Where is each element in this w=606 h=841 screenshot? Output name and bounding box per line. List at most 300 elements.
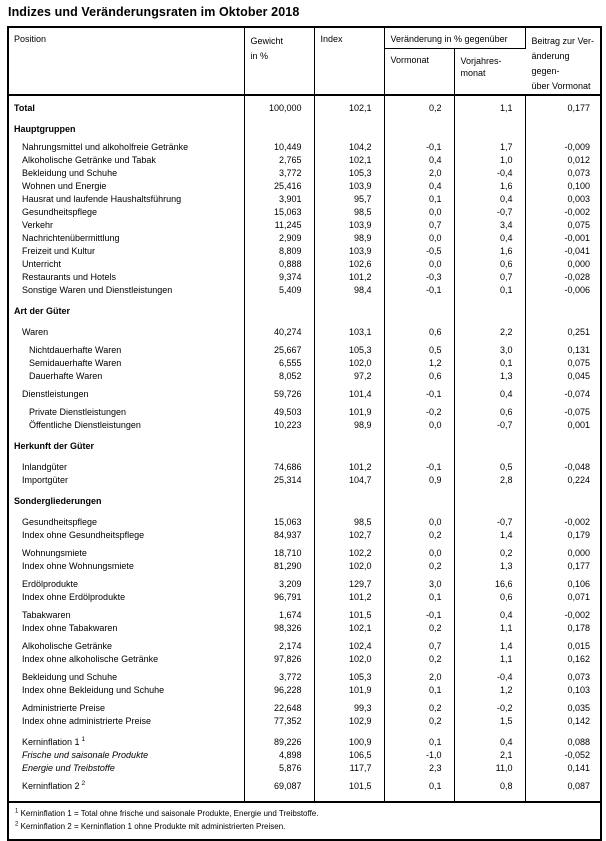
index-value: 105,3	[314, 666, 384, 684]
vorjahresmonat-value: 0,4	[454, 232, 525, 245]
index-value: 98,4	[314, 284, 384, 297]
row-label: Energie und Treibstoffe	[8, 762, 244, 775]
row-label: Waren	[8, 318, 244, 339]
index-value: 102,4	[314, 635, 384, 653]
vorjahresmonat-value: -0,4	[454, 666, 525, 684]
table-row	[8, 339, 601, 357]
row-label: Erdölprodukte	[8, 573, 244, 591]
beitrag-value: 0,224	[567, 475, 590, 485]
row-label: Gesundheitspflege	[8, 206, 244, 219]
beitrag-value: -0,074	[564, 389, 590, 399]
table-row	[8, 560, 601, 573]
index-value: 101,5	[314, 775, 384, 802]
gewicht-value: 77,352	[244, 715, 314, 728]
beitrag-value: 0,103	[567, 685, 590, 695]
gewicht-value: 40,274	[244, 318, 314, 339]
index-value: 103,9	[314, 180, 384, 193]
gewicht-value: 0,888	[244, 258, 314, 271]
index-value: 102,9	[314, 715, 384, 728]
vorjahresmonat-value: 1,1	[454, 95, 525, 115]
col-header-vorjahresmonat-line2: monat	[460, 67, 486, 78]
index-value: 98,9	[314, 419, 384, 432]
index-value: 102,2	[314, 542, 384, 560]
vorjahresmonat-value: 0,8	[454, 775, 525, 802]
col-header-gewicht-line2: in %	[250, 51, 269, 61]
footnote-1-text: Kerninflation 1 = Total ohne frische und saisonale Produkte, Energie und Treibstoffe.	[20, 809, 319, 818]
vorjahresmonat-value: -0,4	[454, 167, 525, 180]
index-value: 101,9	[314, 684, 384, 697]
vormonat-value: 0,2	[384, 622, 454, 635]
beitrag-value: -0,052	[564, 750, 590, 760]
gewicht-value: 15,063	[244, 206, 314, 219]
vorjahresmonat-value: 0,4	[454, 193, 525, 206]
vormonat-value: 1,2	[384, 357, 454, 370]
vorjahresmonat-value: -0,7	[454, 419, 525, 432]
vorjahresmonat-value: 1,0	[454, 154, 525, 167]
table-row	[8, 697, 601, 715]
vormonat-value: 0,9	[384, 474, 454, 487]
row-label: Kerninflation 1 $^1$	[8, 728, 244, 749]
gewicht-value: 84,937	[244, 529, 314, 542]
vorjahresmonat-value	[454, 432, 525, 453]
gewicht-value: 4,898	[244, 749, 314, 762]
col-header-veraenderung: Veränderung in % gegenüber	[384, 27, 525, 48]
table-row	[8, 762, 601, 775]
vormonat-value: -0,1	[384, 136, 454, 154]
gewicht-value: 11,245	[244, 219, 314, 232]
row-label: Index ohne Tabakwaren	[8, 622, 244, 635]
vormonat-value: 0,1	[384, 591, 454, 604]
vormonat-value	[384, 432, 454, 453]
row-label: Restaurants und Hotels	[8, 271, 244, 284]
section-row	[8, 297, 601, 318]
index-value: 101,5	[314, 604, 384, 622]
vorjahresmonat-value: 0,5	[454, 453, 525, 474]
gewicht-value: 96,791	[244, 591, 314, 604]
beitrag-value: 0,012	[567, 155, 590, 165]
col-header-index: Index	[314, 27, 384, 95]
index-value: 98,9	[314, 232, 384, 245]
footnote-2-marker: 2	[15, 821, 19, 828]
col-header-beitrag-line1: Beitrag zur Ver-	[531, 36, 595, 46]
table-row	[8, 136, 601, 154]
table-row	[8, 474, 601, 487]
table-row	[8, 529, 601, 542]
gewicht-value: 25,416	[244, 180, 314, 193]
gewicht-value: 3,772	[244, 167, 314, 180]
beitrag-value	[525, 297, 601, 318]
row-label: Nahrungsmittel und alkoholfreie Getränke	[8, 136, 244, 154]
footnote-cell	[8, 802, 601, 840]
vorjahresmonat-value: 0,1	[454, 284, 525, 297]
vormonat-value: 0,0	[384, 206, 454, 219]
section-row	[8, 115, 601, 136]
table-row	[8, 728, 601, 749]
vormonat-value: 2,0	[384, 666, 454, 684]
vorjahresmonat-value: -0,7	[454, 508, 525, 529]
row-label: Private Dienstleistungen	[8, 401, 244, 419]
table-row	[8, 219, 601, 232]
vormonat-value: 0,0	[384, 542, 454, 560]
index-value: 102,1	[314, 154, 384, 167]
vormonat-value: 0,1	[384, 775, 454, 802]
vorjahresmonat-value: 1,4	[454, 635, 525, 653]
table-row	[8, 193, 601, 206]
table-header	[8, 27, 601, 95]
beitrag-value: 0,073	[567, 672, 590, 682]
col-header-gewicht	[244, 27, 314, 95]
vorjahresmonat-value: 1,1	[454, 622, 525, 635]
footnote-row	[8, 802, 601, 840]
row-label: Nachrichtenübermittlung	[8, 232, 244, 245]
gewicht-value: 96,228	[244, 684, 314, 697]
vorjahresmonat-value: -0,7	[454, 206, 525, 219]
vormonat-value	[384, 115, 454, 136]
beitrag-value: 0,000	[567, 548, 590, 558]
beitrag-value: 0,071	[567, 592, 590, 602]
table-row	[8, 154, 601, 167]
beitrag-value: 0,088	[567, 737, 590, 747]
vorjahresmonat-value: 0,6	[454, 401, 525, 419]
index-value: 102,1	[314, 622, 384, 635]
row-label: Nichtdauerhafte Waren	[8, 339, 244, 357]
beitrag-value: 0,073	[567, 168, 590, 178]
section-row	[8, 487, 601, 508]
gewicht-value: 2,909	[244, 232, 314, 245]
vormonat-value: 0,5	[384, 339, 454, 357]
gewicht-value: 74,686	[244, 453, 314, 474]
index-value: 98,5	[314, 206, 384, 219]
beitrag-value: 0,179	[567, 530, 590, 540]
gewicht-value: 9,374	[244, 271, 314, 284]
row-label: Hausrat und laufende Haushaltsführung	[8, 193, 244, 206]
index-value: 102,1	[314, 95, 384, 115]
gewicht-value: 81,290	[244, 560, 314, 573]
table-row	[8, 635, 601, 653]
row-label: Alkoholische Getränke und Tabak	[8, 154, 244, 167]
col-header-position: Position	[8, 27, 244, 95]
beitrag-value: 0,251	[567, 327, 590, 337]
vormonat-value: 0,0	[384, 258, 454, 271]
beitrag-value: -0,041	[564, 246, 590, 256]
gewicht-value: 3,901	[244, 193, 314, 206]
vorjahresmonat-value: 2,1	[454, 749, 525, 762]
vormonat-value: 0,2	[384, 653, 454, 666]
gewicht-value	[244, 487, 314, 508]
gewicht-value: 25,314	[244, 474, 314, 487]
vorjahresmonat-value: 1,7	[454, 136, 525, 154]
index-value: 101,2	[314, 453, 384, 474]
beitrag-value: 0,100	[567, 181, 590, 191]
table-row	[8, 749, 601, 762]
vorjahresmonat-value: 0,1	[454, 357, 525, 370]
section-row	[8, 432, 601, 453]
vormonat-value: 0,1	[384, 728, 454, 749]
index-value	[314, 297, 384, 318]
vormonat-value: 0,4	[384, 180, 454, 193]
vorjahresmonat-value: -0,2	[454, 697, 525, 715]
index-value: 101,9	[314, 401, 384, 419]
vormonat-value: 0,4	[384, 154, 454, 167]
gewicht-value: 59,726	[244, 383, 314, 401]
row-label: Index ohne Erdölprodukte	[8, 591, 244, 604]
beitrag-value: 0,075	[567, 358, 590, 368]
index-value	[314, 487, 384, 508]
row-label: Sonstige Waren und Dienstleistungen	[8, 284, 244, 297]
row-label: Index ohne administrierte Preise	[8, 715, 244, 728]
beitrag-value: 0,000	[567, 259, 590, 269]
vorjahresmonat-value: 1,1	[454, 653, 525, 666]
index-value: 102,0	[314, 653, 384, 666]
table-row	[8, 167, 601, 180]
vorjahresmonat-value: 3,4	[454, 219, 525, 232]
vormonat-value: -0,1	[384, 604, 454, 622]
beitrag-value	[525, 487, 601, 508]
row-label: Sondergliederungen	[8, 487, 244, 508]
vorjahresmonat-value: 1,6	[454, 180, 525, 193]
vormonat-value: 0,0	[384, 508, 454, 529]
footnote-1	[15, 807, 594, 820]
table-row	[8, 180, 601, 193]
vorjahresmonat-value: 3,0	[454, 339, 525, 357]
page-title: Indizes und Veränderungsraten im Oktober 2018	[8, 5, 300, 19]
gewicht-value: 5,409	[244, 284, 314, 297]
vorjahresmonat-value: 0,4	[454, 604, 525, 622]
index-value: 105,3	[314, 339, 384, 357]
vorjahresmonat-value	[454, 297, 525, 318]
index-value: 102,0	[314, 560, 384, 573]
beitrag-value: -0,002	[564, 517, 590, 527]
table-row	[8, 370, 601, 383]
vormonat-value: 0,0	[384, 232, 454, 245]
beitrag-value: 0,177	[567, 561, 590, 571]
table-row	[8, 258, 601, 271]
gewicht-value	[244, 297, 314, 318]
gewicht-value: 97,826	[244, 653, 314, 666]
gewicht-value: 69,087	[244, 775, 314, 802]
table-row	[8, 419, 601, 432]
row-label: Bekleidung und Schuhe	[8, 666, 244, 684]
table-row	[8, 604, 601, 622]
beitrag-value: -0,028	[564, 272, 590, 282]
vormonat-value: 0,6	[384, 318, 454, 339]
beitrag-value: 0,141	[567, 763, 590, 773]
vorjahresmonat-value: 1,2	[454, 684, 525, 697]
row-label: Frische und saisonale Produkte	[8, 749, 244, 762]
index-value	[314, 432, 384, 453]
table-row	[8, 232, 601, 245]
gewicht-value: 15,063	[244, 508, 314, 529]
vormonat-value: 0,1	[384, 193, 454, 206]
row-label: Index ohne alkoholische Getränke	[8, 653, 244, 666]
index-value: 102,0	[314, 357, 384, 370]
gewicht-value: 2,174	[244, 635, 314, 653]
table-row	[8, 383, 601, 401]
vorjahresmonat-value: 0,4	[454, 383, 525, 401]
vormonat-value: 0,2	[384, 529, 454, 542]
vorjahresmonat-value	[454, 115, 525, 136]
index-value: 102,6	[314, 258, 384, 271]
beitrag-value: -0,075	[564, 407, 590, 417]
index-value: 106,5	[314, 749, 384, 762]
col-header-vorjahresmonat	[454, 48, 525, 95]
table-row	[8, 508, 601, 529]
index-value	[314, 115, 384, 136]
index-value: 99,3	[314, 697, 384, 715]
gewicht-value: 2,765	[244, 154, 314, 167]
row-label: Unterricht	[8, 258, 244, 271]
index-value: 101,4	[314, 383, 384, 401]
vorjahresmonat-value: 1,3	[454, 370, 525, 383]
index-value: 103,1	[314, 318, 384, 339]
beitrag-value: 0,075	[567, 220, 590, 230]
col-header-gewicht-line1: Gewicht	[250, 36, 284, 46]
vormonat-value: 0,1	[384, 684, 454, 697]
index-value: 98,5	[314, 508, 384, 529]
table-row	[8, 622, 601, 635]
gewicht-value	[244, 432, 314, 453]
table-row	[8, 591, 601, 604]
vormonat-value: -1,0	[384, 749, 454, 762]
beitrag-value: 0,001	[567, 420, 590, 430]
beitrag-value: 0,035	[567, 703, 590, 713]
table-row	[8, 284, 601, 297]
footnote-1-marker: 1	[15, 808, 19, 815]
vormonat-value: -0,3	[384, 271, 454, 284]
gewicht-value: 89,226	[244, 728, 314, 749]
beitrag-value: 0,106	[567, 579, 590, 589]
table-row	[8, 95, 601, 115]
table-row	[8, 666, 601, 684]
vormonat-value: 0,7	[384, 635, 454, 653]
row-label: Tabakwaren	[8, 604, 244, 622]
gewicht-value: 8,052	[244, 370, 314, 383]
beitrag-value: 0,003	[567, 194, 590, 204]
index-value: 102,7	[314, 529, 384, 542]
table-row	[8, 573, 601, 591]
beitrag-value: 0,177	[567, 103, 590, 113]
gewicht-value: 6,555	[244, 357, 314, 370]
gewicht-value: 22,648	[244, 697, 314, 715]
beitrag-value: 0,015	[567, 641, 590, 651]
row-label: Importgüter	[8, 474, 244, 487]
gewicht-value: 8,809	[244, 245, 314, 258]
beitrag-value: -0,002	[564, 207, 590, 217]
gewicht-value: 10,449	[244, 136, 314, 154]
vorjahresmonat-value: 0,6	[454, 591, 525, 604]
vorjahresmonat-value: 2,8	[454, 474, 525, 487]
index-value: 117,7	[314, 762, 384, 775]
vorjahresmonat-value: 1,5	[454, 715, 525, 728]
vormonat-value: 0,2	[384, 95, 454, 115]
vormonat-value: -0,5	[384, 245, 454, 258]
vormonat-value: 0,2	[384, 560, 454, 573]
beitrag-value: -0,002	[564, 610, 590, 620]
table-body	[8, 95, 601, 802]
index-value: 100,9	[314, 728, 384, 749]
row-label: Dauerhafte Waren	[8, 370, 244, 383]
vormonat-value: -0,1	[384, 383, 454, 401]
table-row	[8, 271, 601, 284]
beitrag-value: -0,009	[564, 142, 590, 152]
beitrag-value: 0,087	[567, 781, 590, 791]
gewicht-value: 5,876	[244, 762, 314, 775]
row-label: Semidauerhafte Waren	[8, 357, 244, 370]
gewicht-value: 1,674	[244, 604, 314, 622]
table-row	[8, 357, 601, 370]
table-row	[8, 684, 601, 697]
vormonat-value: -0,2	[384, 401, 454, 419]
index-value: 97,2	[314, 370, 384, 383]
vormonat-value: 0,0	[384, 419, 454, 432]
gewicht-value: 98,326	[244, 622, 314, 635]
table-row	[8, 715, 601, 728]
table-row	[8, 653, 601, 666]
table-row	[8, 245, 601, 258]
row-label: Dienstleistungen	[8, 383, 244, 401]
col-header-beitrag-line3: über Vormonat	[531, 81, 591, 91]
index-table	[7, 26, 602, 841]
row-label: Total	[8, 95, 244, 115]
vorjahresmonat-value: 11,0	[454, 762, 525, 775]
index-value: 101,2	[314, 271, 384, 284]
row-label: Index ohne Bekleidung und Schuhe	[8, 684, 244, 697]
vorjahresmonat-value: 0,2	[454, 542, 525, 560]
index-value: 101,2	[314, 591, 384, 604]
row-label: Öffentliche Dienstleistungen	[8, 419, 244, 432]
vorjahresmonat-value: 16,6	[454, 573, 525, 591]
vorjahresmonat-value: 0,6	[454, 258, 525, 271]
index-value: 103,9	[314, 245, 384, 258]
gewicht-value: 100,000	[244, 95, 314, 115]
index-value: 105,3	[314, 167, 384, 180]
table-footnotes	[8, 802, 601, 840]
gewicht-value: 3,209	[244, 573, 314, 591]
row-label: Art der Güter	[8, 297, 244, 318]
vorjahresmonat-value: 0,4	[454, 728, 525, 749]
table-row	[8, 453, 601, 474]
gewicht-value: 10,223	[244, 419, 314, 432]
vorjahresmonat-value: 2,2	[454, 318, 525, 339]
vormonat-value: 2,3	[384, 762, 454, 775]
gewicht-value: 3,772	[244, 666, 314, 684]
footnote-2-text: Kerninflation 2 = Kerninflation 1 ohne Produkte mit administrierten Preisen.	[20, 822, 286, 831]
row-label: Wohnungsmiete	[8, 542, 244, 560]
row-label: Kerninflation 2 $^2$	[8, 775, 244, 802]
vorjahresmonat-value: 0,7	[454, 271, 525, 284]
row-label: Freizeit und Kultur	[8, 245, 244, 258]
vormonat-value	[384, 297, 454, 318]
row-label: Herkunft der Güter	[8, 432, 244, 453]
beitrag-value	[525, 115, 601, 136]
index-value: 104,2	[314, 136, 384, 154]
gewicht-value: 25,667	[244, 339, 314, 357]
gewicht-value: 49,503	[244, 401, 314, 419]
row-label: Verkehr	[8, 219, 244, 232]
index-value: 129,7	[314, 573, 384, 591]
vormonat-value: 2,0	[384, 167, 454, 180]
header-row-main	[8, 27, 601, 48]
vormonat-value: 0,6	[384, 370, 454, 383]
gewicht-value	[244, 115, 314, 136]
beitrag-value: 0,178	[567, 623, 590, 633]
beitrag-value: 0,045	[567, 371, 590, 381]
beitrag-value: 0,142	[567, 716, 590, 726]
col-header-vorjahresmonat-line1: Vorjahres-	[460, 55, 502, 66]
row-label: Gesundheitspflege	[8, 508, 244, 529]
vormonat-value	[384, 487, 454, 508]
col-header-beitrag	[525, 27, 601, 95]
